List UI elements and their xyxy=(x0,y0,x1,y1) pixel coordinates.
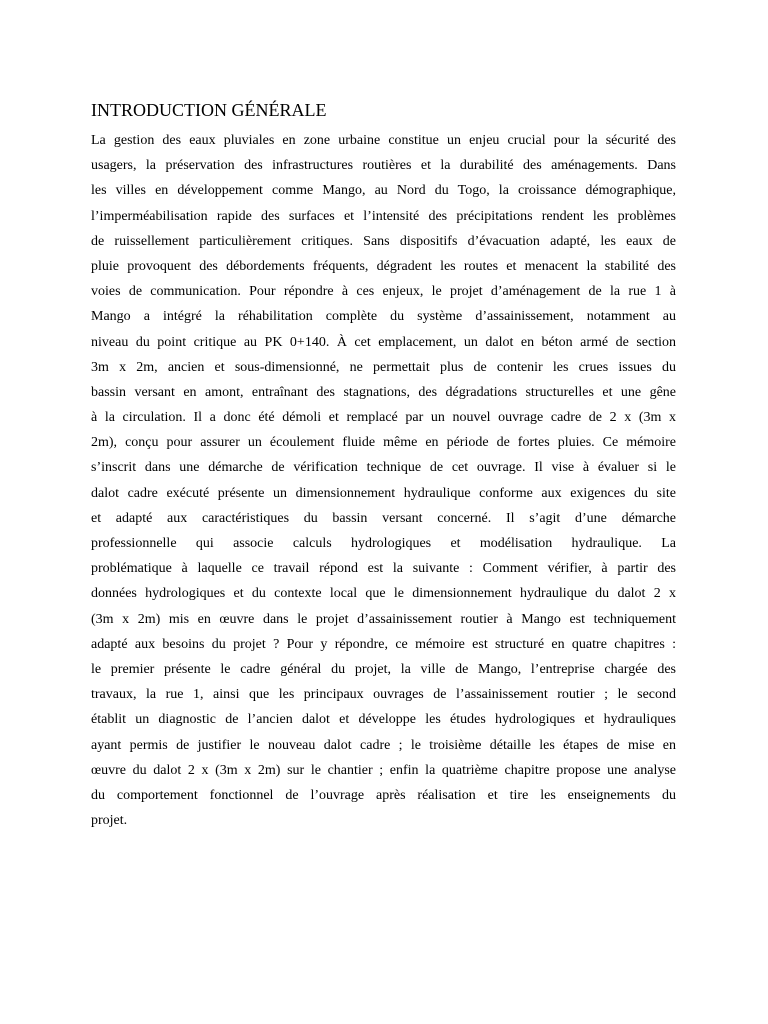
paragraph-line: voies de communication. Pour répondre à ces enjeux, le projet d’aménagement de la rue 1 à xyxy=(91,284,676,300)
paragraph-line: Mango a intégré la réhabilitation complète du système d’assainissement, notamment au xyxy=(91,309,676,325)
paragraph-line: (3m x 2m) mis en œuvre dans le projet d’assainissement routier à Mango est techniquement xyxy=(91,611,676,627)
paragraph-line: pluie provoquent des débordements fréquents, dégradent les routes et menacent la stabilité des xyxy=(91,258,676,274)
paragraph-line: problématique à laquelle ce travail répond est la suivante : Comment vérifier, à partir des xyxy=(91,561,676,577)
paragraph-line: du comportement fonctionnel de l’ouvrage après réalisation et tire les enseignements du xyxy=(91,787,676,803)
paragraph-line: niveau du point critique au PK 0+140. À cet emplacement, un dalot en béton armé de section xyxy=(91,334,676,350)
paragraph-line: projet. xyxy=(91,813,128,829)
paragraph-line: adapté aux besoins du projet ? Pour y répondre, ce mémoire est structuré en quatre chapitres : xyxy=(91,636,676,652)
paragraph-line: données hydrologiques et du contexte local que le dimensionnement hydraulique du dalot 2 x xyxy=(91,586,676,602)
paragraph-line: bassin versant en amont, entraînant des stagnations, des dégradations structurelles et une gêne xyxy=(91,384,676,400)
paragraph-line: usagers, la préservation des infrastructures routières et la durabilité des aménagements. Dans xyxy=(91,158,676,174)
page-title: INTRODUCTION GÉNÉRALE xyxy=(91,100,327,120)
paragraph-line: La gestion des eaux pluviales en zone urbaine constitue un enjeu crucial pour la sécurité des xyxy=(91,133,676,148)
paragraph-line: les villes en développement comme Mango, au Nord du Togo, la croissance démographique, xyxy=(91,183,676,199)
paragraph-line: et adapté aux caractéristiques du bassin versant concerné. Il s’agit d’une démarche xyxy=(91,510,676,526)
paragraph-line: professionnelle qui associe calculs hydrologiques et modélisation hydraulique. La xyxy=(91,536,676,551)
paragraph-line: 3m x 2m, ancien et sous-dimensionné, ne permettait plus de contenir les crues issues du xyxy=(91,359,676,375)
paragraph-line: œuvre du dalot 2 x (3m x 2m) sur le chantier ; enfin la quatrième chapitre propose une analyse xyxy=(91,762,676,778)
paragraph-line: s’inscrit dans une démarche de vérification technique de cet ouvrage. Il vise à évaluer si le xyxy=(91,460,676,476)
document-page xyxy=(91,99,676,833)
paragraph-line: l’imperméabilisation rapide des surfaces et l’intensité des précipitations rendent les problèmes xyxy=(91,208,676,224)
paragraph-line: à la circulation. Il a donc été démoli et remplacé par un nouvel ouvrage cadre de 2 x (3m x xyxy=(91,410,676,426)
paragraph-line: travaux, la rue 1, ainsi que les principaux ouvrages de l’assainissement routier ; le second xyxy=(91,687,676,703)
paragraph-line: établit un diagnostic de l’ancien dalot et développe les études hydrologiques et hydrauliques xyxy=(91,712,676,728)
paragraph-line: dalot cadre exécuté présente un dimensionnement hydraulique conforme aux exigences du site xyxy=(91,485,676,501)
paragraph-line: 2m), conçu pour assurer un écoulement fluide même en période de fortes pluies. Ce mémoire xyxy=(91,435,676,451)
introduction-paragraph xyxy=(91,128,676,833)
paragraph-line: le premier présente le cadre général du projet, la ville de Mango, l’entreprise chargée des xyxy=(91,661,676,677)
paragraph-line: ayant permis de justifier le nouveau dalot cadre ; le troisième détaille les étapes de mise en xyxy=(91,737,676,753)
paragraph-line: de ruissellement particulièrement critiques. Sans dispositifs d’évacuation adapté, les eaux de xyxy=(91,233,676,249)
